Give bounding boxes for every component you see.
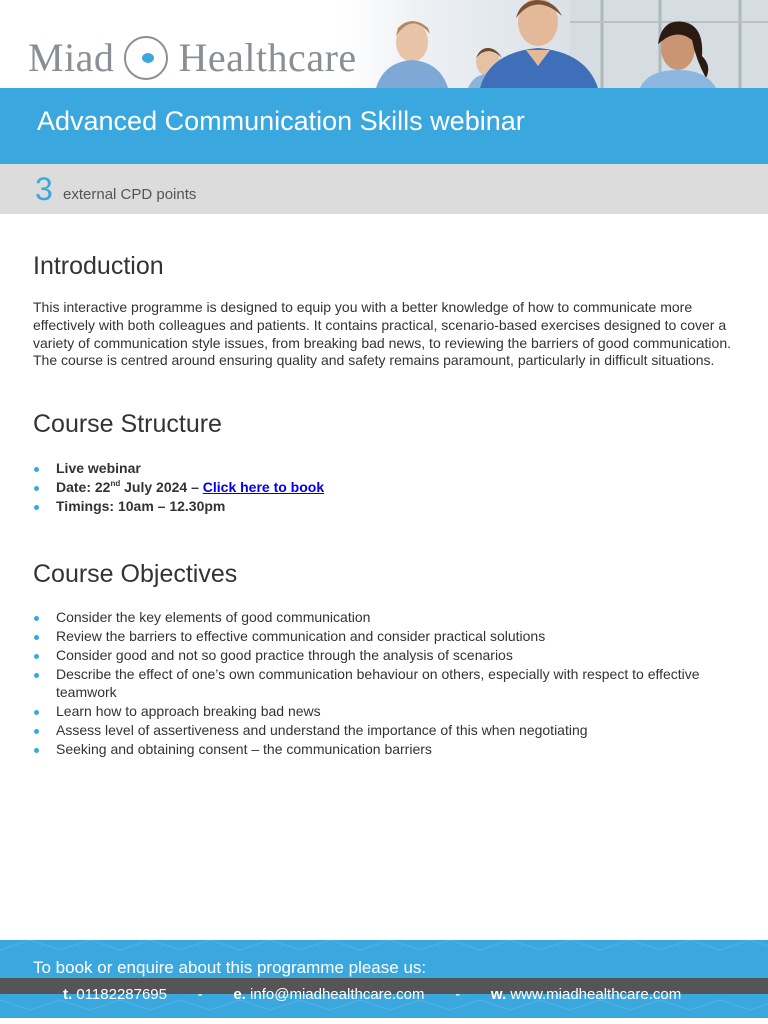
objective-item: Assess level of assertiveness and understand the importance of this when negotiating [33,721,733,739]
timings-text: Timings: 10am – 12.30pm [56,498,226,514]
miad-healthcare-logo [28,28,357,88]
logo-word-healthcare: Healthcare [178,35,357,80]
course-structure-list [33,459,733,516]
course-objectives-list [33,608,733,759]
contact-separator: - [197,986,203,1003]
footer-contacts [63,986,681,1003]
introduction-text: This interactive programme is designed to equip you with a better knowledge of how to communicate more effectively with both colleagues and patients. It contains practical, scenario-based exercises designed to cover a variety of communication style issues, from breaking bad news, to reviewing the barriers of good communication. The course is centred around ensuring quality and safety remains paramount, particularly in difficult situations. [33,299,731,369]
cpd-points-number: 3 [35,171,53,207]
objective-item: Consider good and not so good practice through the analysis of scenarios [33,646,733,664]
date-prefix: Date: 22 [56,479,111,495]
page-title: Advanced Communication Skills webinar [37,106,525,136]
website-url[interactable]: www.miadhealthcare.com [510,986,682,1003]
header-photo-illustration [340,0,768,88]
objective-item: Describe the effect of one’s own communication behaviour on others, especially with respect to effective teamwork [33,665,733,701]
phone-label: t. [63,986,73,1003]
course-structure-heading: Course Structure [33,410,222,438]
page-header [0,0,768,88]
date-ordinal: nd [110,479,121,488]
footer-heading: To book or enquire about this programme please us: [33,958,427,977]
logo-word-miad: Miad [28,35,115,80]
date-suffix: July 2024 – [120,479,203,495]
email-address[interactable]: info@miadhealthcare.com [250,986,425,1003]
cpd-points-label: external CPD points [63,186,197,203]
footer-bottom-edge [0,1018,768,1024]
objective-item: Seeking and obtaining consent – the communication barriers [33,740,733,758]
objective-item: Review the barriers to effective communication and consider practical solutions [33,627,733,645]
web-label: w. [490,986,507,1003]
objective-item: Consider the key elements of good communication [33,608,733,626]
format-text: Live webinar [56,460,141,476]
structure-item-date [33,478,733,496]
circle-dot-logo-icon [122,34,170,82]
contact-separator: - [455,986,461,1003]
structure-item-timings [33,497,733,515]
header-staff-photo [340,0,768,88]
course-objectives-heading: Course Objectives [33,560,238,588]
email-label: e. [233,986,246,1003]
phone-number[interactable]: 01182287695 [76,986,167,1003]
structure-item-format [33,459,733,477]
book-link[interactable]: Click here to book [202,479,325,495]
introduction-heading: Introduction [33,252,164,280]
objective-item: Learn how to approach breaking bad news [33,702,733,720]
